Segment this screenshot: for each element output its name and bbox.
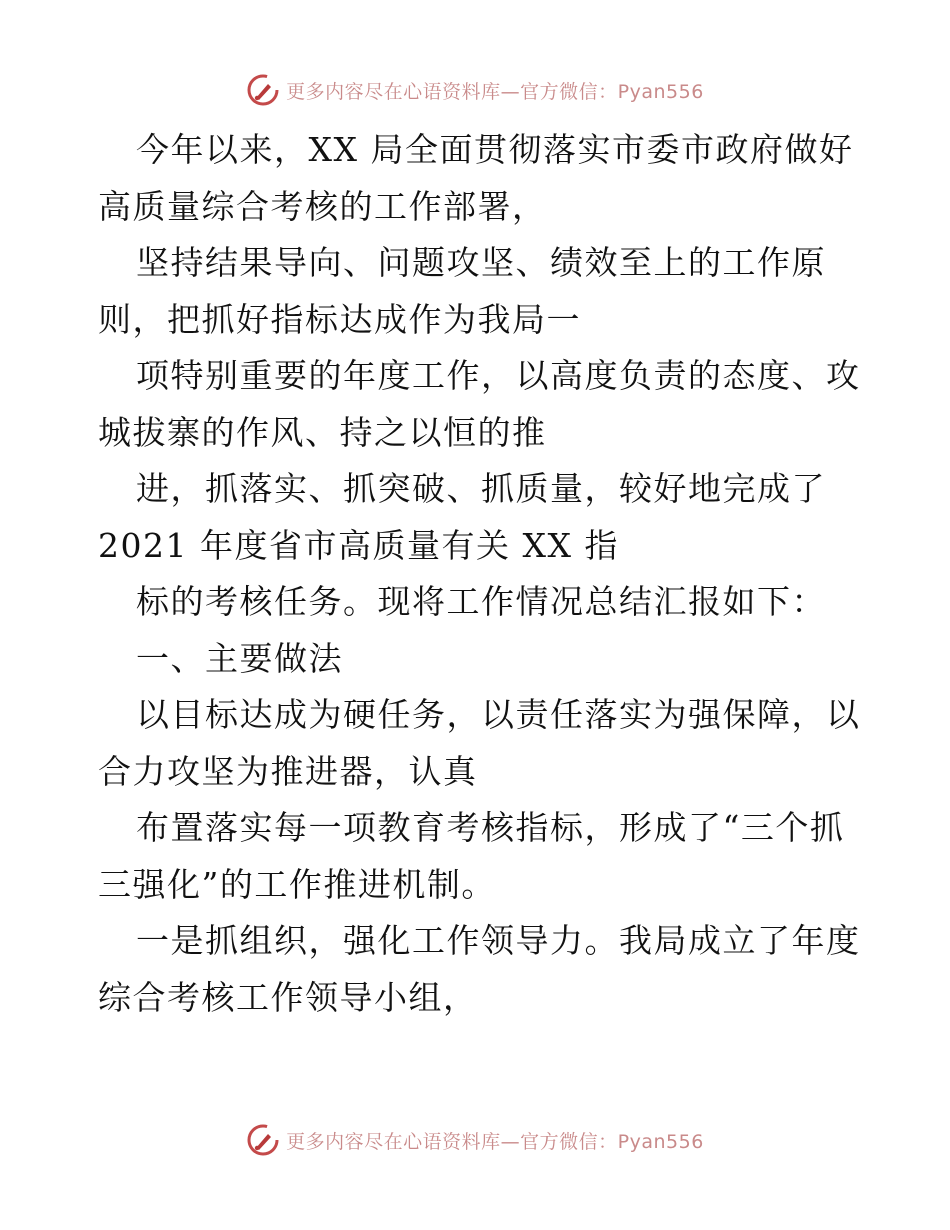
header-banner [0, 70, 950, 110]
text-line: 2021 年度省市高质量有关 XX 指 [98, 525, 619, 565]
text-line: 一是抓组织，强化工作领导力。我局成立了年度 [136, 921, 861, 960]
header-banner-text: 更多内容尽在心语资料库—官方微信：Pyan556 [286, 80, 704, 103]
text-line: 布置落实每一项教育考核指标，形成了“三个抓 [136, 808, 845, 847]
text-line: 进，抓落实、抓突破、抓质量，较好地完成了 [136, 469, 826, 508]
text-line: 综合考核工作领导小组， [98, 977, 478, 1017]
text-line: 标的考核任务。现将工作情况总结汇报如下： [136, 582, 826, 621]
text-line: 城拔寨的作风、持之以恒的推 [98, 412, 547, 452]
text-line: 则，把抓好指标达成作为我局一 [98, 299, 581, 339]
text-line: 合力攻坚为推进器，认真 [98, 751, 478, 791]
pen-seal-icon [246, 73, 280, 107]
footer-banner [0, 1120, 950, 1160]
text-line: 高质量综合考核的工作部署， [98, 186, 547, 226]
footer-banner-text: 更多内容尽在心语资料库—官方微信：Pyan556 [286, 1130, 704, 1153]
text-line: 今年以来，XX 局全面贯彻落实市委市政府做好 [136, 130, 854, 169]
document-body [98, 122, 861, 1026]
text-line: 以目标达成为硬任务，以责任落实为强保障，以 [136, 695, 861, 734]
pen-seal-icon [246, 1123, 280, 1157]
text-line: 坚持结果导向、问题攻坚、绩效至上的工作原 [136, 243, 826, 282]
section-heading: 一、主要做法 [136, 638, 343, 678]
text-line: 项特别重要的年度工作，以高度负责的态度、攻 [136, 356, 861, 395]
text-line: 三强化”的工作推进机制。 [98, 864, 496, 904]
